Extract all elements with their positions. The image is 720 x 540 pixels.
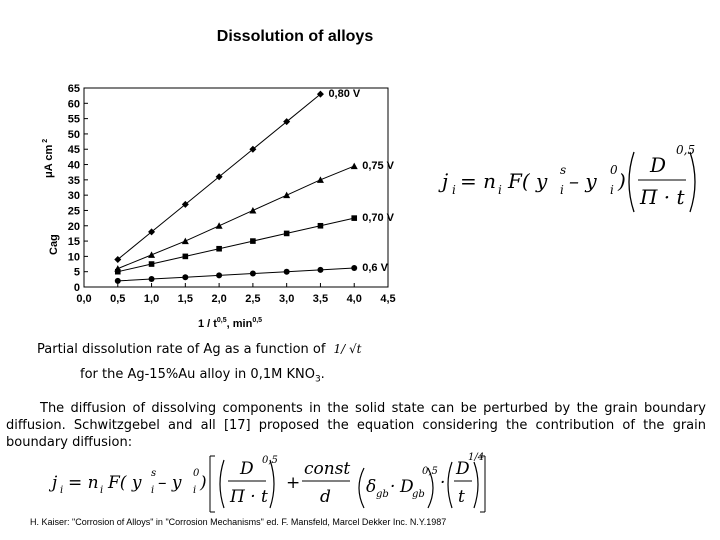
data-point bbox=[216, 272, 222, 278]
reference-citation: H. Kaiser: "Corrosion of Alloys" in "Corrosion Mechanisms" ed. F. Mansfeld, Marcel Dekker Inc. N.Y.1987 bbox=[30, 517, 447, 527]
body-paragraph bbox=[6, 400, 706, 451]
f1-ys-sub: i bbox=[560, 183, 564, 197]
f2-F: F( y bbox=[108, 473, 142, 493]
formula-grain-boundary bbox=[48, 452, 488, 518]
x-tick-label: 3,0 bbox=[279, 293, 295, 305]
data-point bbox=[149, 276, 155, 282]
data-point bbox=[115, 269, 121, 275]
page-title: Dissolution of alloys bbox=[216, 28, 374, 45]
y-tick-label: 35 bbox=[67, 174, 80, 187]
y-axis-label: μA $cm^2$ bbox=[42, 138, 55, 178]
f1-sub: i bbox=[452, 183, 456, 197]
f2-sup-0: 0 bbox=[193, 468, 200, 479]
f2-ys-sub: i bbox=[151, 485, 155, 496]
f2-Dgb: D bbox=[400, 477, 414, 497]
f2-plus: + bbox=[286, 473, 301, 493]
data-point bbox=[216, 222, 223, 229]
data-point bbox=[351, 163, 358, 170]
x-tick-label: 1,5 bbox=[177, 293, 193, 305]
y-tick-label: 25 bbox=[67, 205, 80, 218]
series-label: 0,6 V bbox=[362, 262, 388, 275]
f2-Dgb-sub: gb bbox=[412, 489, 425, 500]
data-point bbox=[182, 274, 188, 280]
x-tick-label: 4,0 bbox=[346, 293, 362, 305]
f1-ni-sub: i bbox=[498, 183, 502, 197]
f2-d: d bbox=[320, 487, 331, 507]
plot-frame bbox=[84, 88, 388, 287]
x-tick-label: 2,5 bbox=[245, 293, 261, 305]
f2-lhs: j bbox=[52, 473, 58, 493]
data-point bbox=[183, 254, 189, 260]
f2-minus: – y bbox=[158, 473, 182, 493]
x-tick-label: 0,0 bbox=[76, 293, 92, 305]
y-tick-label: 45 bbox=[67, 144, 80, 157]
y-tick-label: 60 bbox=[67, 98, 80, 111]
data-point bbox=[284, 231, 290, 237]
data-point bbox=[318, 223, 324, 229]
data-point bbox=[182, 238, 189, 245]
data-point bbox=[284, 269, 290, 275]
data-point bbox=[148, 251, 155, 258]
f1-rhs: = n bbox=[460, 169, 496, 193]
data-point bbox=[283, 192, 290, 199]
x-tick-label: 1,0 bbox=[143, 293, 160, 305]
f1-exp: 0,5 bbox=[676, 143, 696, 157]
f1-sup-0: 0 bbox=[610, 163, 618, 177]
f2-gb-sub: gb bbox=[376, 489, 389, 500]
data-point bbox=[149, 261, 155, 267]
data-point bbox=[351, 215, 357, 221]
y-tick-label: 0 bbox=[73, 282, 80, 294]
f2-D: D bbox=[240, 459, 254, 479]
y-tick-label: 20 bbox=[67, 220, 80, 233]
data-point bbox=[317, 267, 323, 273]
f2-exp1: 0,5 bbox=[262, 455, 278, 466]
chart-caption bbox=[37, 342, 361, 357]
f2-delta: δ bbox=[366, 477, 377, 497]
paragraph-text: The diffusion of dissolving components in the solid state can be perturbed by the grain boundary diffusion. Schwitzgebel and all [17] proposed the equation considering the contribution of the grain boundary diffusion: bbox=[6, 401, 706, 450]
f2-rhs: = n bbox=[68, 473, 99, 493]
f1-y0-sub: i bbox=[610, 183, 614, 197]
data-point bbox=[317, 176, 324, 183]
svg-text:j bbox=[438, 169, 448, 193]
f1-minus: – y bbox=[569, 169, 597, 193]
caption-subscript: 3 bbox=[314, 374, 321, 385]
x-tick-label: 0,5 bbox=[110, 293, 126, 305]
data-point bbox=[216, 246, 222, 252]
f2-exp3: 1/4 bbox=[468, 452, 485, 463]
f1-lhs: j bbox=[442, 169, 449, 193]
data-point bbox=[250, 238, 256, 244]
y-tick-label: 5 bbox=[73, 266, 80, 279]
f1-sup-s: s bbox=[560, 163, 567, 177]
f1-D: D bbox=[650, 153, 667, 177]
series-label: 0,75 V bbox=[362, 160, 395, 173]
f2-t2: t bbox=[458, 487, 465, 507]
y-tick-label: 65 bbox=[67, 83, 80, 95]
x-tick-label: 2,0 bbox=[211, 293, 227, 305]
f2-ni-sub: i bbox=[100, 485, 104, 496]
f2-D2: D bbox=[456, 459, 470, 479]
f2-exp2: 0,5 bbox=[422, 466, 438, 477]
f2-const: const bbox=[304, 459, 351, 479]
caption-period: . bbox=[320, 367, 325, 382]
f1-denom: Π · t bbox=[640, 185, 685, 209]
f2-lhs-sub: i bbox=[60, 485, 64, 496]
f2-dot: · bbox=[390, 477, 396, 497]
f2-y0-sub: i bbox=[193, 485, 197, 496]
f2-close: ) bbox=[200, 473, 207, 493]
data-point bbox=[249, 207, 256, 214]
f1-F: F( y bbox=[508, 169, 548, 193]
f1-close: ) bbox=[618, 169, 626, 193]
f2-dot2: · bbox=[440, 473, 446, 493]
y-tick-label: 10 bbox=[67, 251, 80, 264]
y-axis-label-obscured: Сag bbox=[48, 234, 60, 255]
y-tick-label: 50 bbox=[67, 128, 80, 141]
series-label: 0,70 V bbox=[362, 212, 395, 225]
x-tick-label: 4,5 bbox=[380, 293, 396, 305]
data-point bbox=[351, 265, 357, 271]
y-tick-label: 40 bbox=[67, 159, 80, 172]
y-tick-label: 15 bbox=[67, 236, 80, 249]
x-axis-label: $1 / t^{0,5}$, $\min^{0,5}$ bbox=[197, 317, 263, 330]
caption-line2-text: for the Ag-15%Au alloy in 0,1M KNO bbox=[80, 367, 315, 382]
data-point bbox=[115, 278, 121, 284]
chart-caption-line2 bbox=[80, 367, 325, 385]
f2-sup-s: s bbox=[151, 468, 157, 479]
series-label: 0,80 V bbox=[328, 88, 361, 101]
data-point bbox=[250, 271, 256, 277]
y-tick-label: 30 bbox=[67, 190, 80, 203]
x-tick-label: 3,5 bbox=[312, 293, 329, 305]
caption-text: Partial dissolution rate of Ag as a function of bbox=[37, 342, 326, 357]
y-tick-label: 55 bbox=[67, 113, 80, 126]
caption-inline-formula: 1/ √t bbox=[333, 342, 362, 356]
formula-diffusion bbox=[438, 140, 708, 220]
f2-denom1: Π · t bbox=[230, 487, 268, 507]
